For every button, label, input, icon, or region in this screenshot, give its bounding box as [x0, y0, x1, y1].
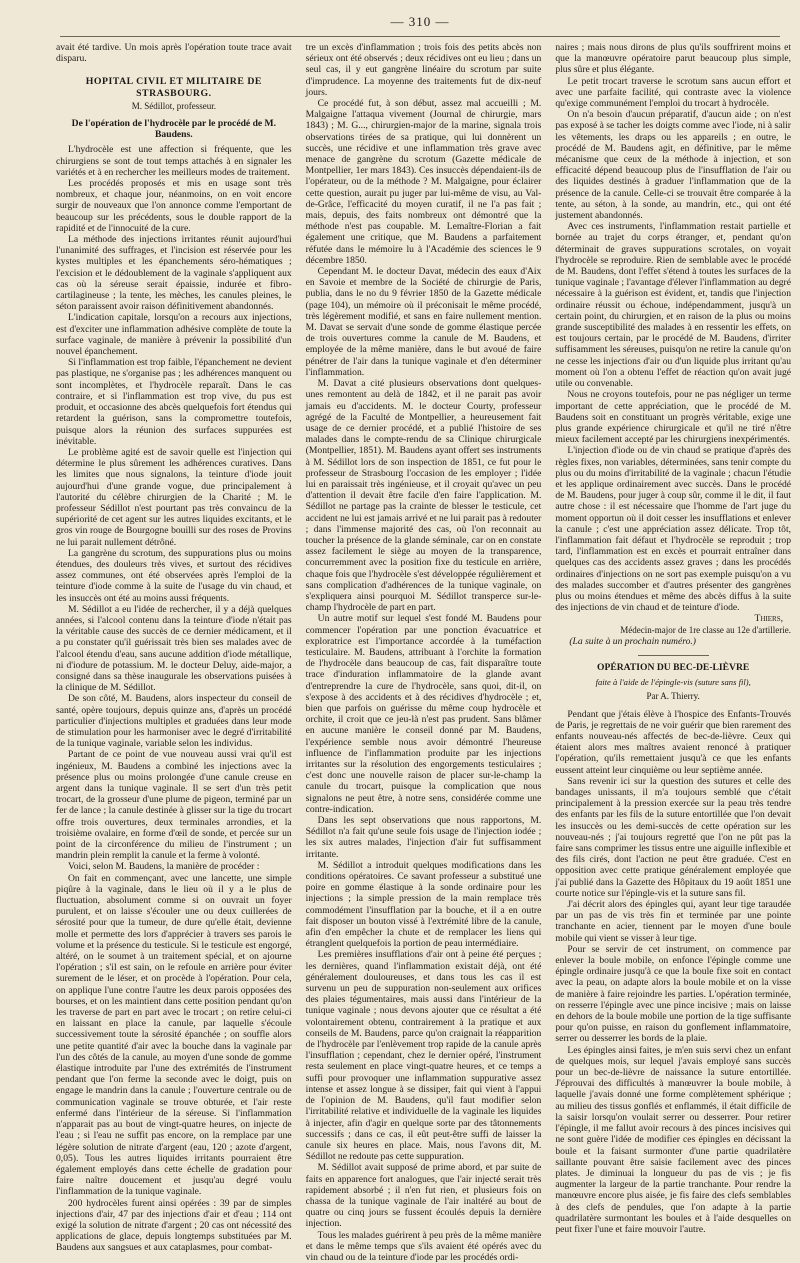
paragraph: Un autre motif sur lequel s'est fondé M. Baudens pour commencer l'opération par une ponction évacuatrice et exploratrice est l'importance accordée à la tuméfaction testiculaire. M. Baudens, attribuant à l'orchite la formation de l'hydrocèle dans beaucoup de cas, fait disparaître toute trace d'induration inflammatoire de la glande avant d'entreprendre la cure de l'hydrocèle, sans quoi, dit-il, on s'expose à des accidents et à des récidives d'hydrocèle ; et, bien que parfois on guérisse du même coup hydrocèle et orchite, il croit que ce jeu-là n'est pas prudent. Sans blâmer en aucune manière le conseil donné par M. Baudens, l'expérience semble nous avoir démontré l'heureuse influence de l'inflammation produite par les injections irritantes sur la résolution des engorgements testiculaires ; c'est donc une nouvelle raison de placer sur-le-champ la canule du trocart, puisque la complication que nous signalons ne peut être, à notre sens, considérée comme une contre-indication.: [305, 613, 542, 815]
paragraph: tre un excès d'inflammation ; trois fois des petits abcès non sérieux ont été observés ; deux récidives ont eu lieu ; dans un seul cas, il y eut gangrène linéaire du scrotum par suite d'imprudence. La moyenne des traitements fut de dix-neuf jours.: [305, 42, 542, 98]
section-title: HOPITAL CIVIL ET MILITAIRE DE STRASBOURG.: [85, 76, 262, 99]
section-author: M. Sédillot, professeur.: [131, 100, 216, 111]
middle-column: [305, 42, 542, 1263]
columns: [56, 42, 792, 1263]
paragraph: Ce procédé fut, à son début, assez mal accueilli ; M. Malgaigne l'attaqua vivement (Journal de chirurgie, mars 1843) ; M. G..., chirurgien-major de la marine, signala trois observations tirées de sa pratique, qui lui donnèrent un succès, une récidive et une inflammation très grave avec menace de gangrène du scrotum (Gazette médicale de Montpellier, 1er mars 1843). Ces insuccès dépendaient-ils de l'opérateur, ou de la méthode ? M. Malgaigne, pour éclairer cette question, aurait pu juger par lui-même de visu, au Val-de-Grâce, l'efficacité du moyen curatif, il ne l'a pas fait ; mais, depuis, des faits nombreux ont démontré que la méthode n'est pas coupable. M. Lemaître-Florian a fait également une critique, que M. Baudens a parfaitement réfutée dans le mémoire lu à l'Académie des sciences le 9 décembre 1850.: [305, 98, 542, 266]
paragraph: Voici, selon M. Baudens, la manière de procéder :: [68, 861, 260, 873]
paragraph: Avec ces instruments, l'inflammation restait partielle et bornée au trajet du corps étranger, et, pendant qu'on déterminait de graves suppurations scrotales, on voyait l'hydrocèle se reproduire. Rien de semblable avec le procédé de M. Baudens, dont l'effet s'étend à toutes les surfaces de la tunique vaginale ; l'avantage d'élever l'inflammation au degré nécessaire à la guérison est évident, et, tandis que l'injection ordinaire réussit ou échoue, indépendamment, jusqu'à un certain point, du chirurgien, et en raison de la plus ou moins grande susceptibilité des malades à en ressentir les effets, on est toujours certain, par le procédé de M. Baudens, d'irriter suffisamment les séreuses, puisqu'on ne retire la canule qu'on ne cesse les injections d'air ou d'un liquide plus irritant qu'au moment où l'on a obtenu l'effet de réaction qu'on avait jugé utile ou convenable.: [555, 221, 792, 390]
paragraph: Dans les sept observations que nous rapportons, M. Sédillot n'a fait qu'une seule fois usage de l'injection iodée ; les six autres malades, l'injection d'air fut suffisamment irritante.: [305, 815, 542, 860]
paragraph: Tous les malades guérirent à peu près de la même manière et dans le même temps que s'ils avaient été opérés avec du vin chaud ou de la teinture d'iode par les procédés ordi-: [305, 1229, 542, 1263]
paragraph: M. Sédillot a introduit quelques modifications dans les conditions opératoires. Ce savant professeur a substitué une poire en gomme élastique à la sonde ordinaire pour les injections ; la simple pression de la main remplace très commodément l'insufflation par la bouche, et il a en outre fait disposer un bouton vissé à l'extrémité libre de la canule, afin d'en empêcher la chute et de remplacer les liens qui étranglent quelquefois la portion de peau intermédiaire.: [305, 859, 542, 950]
second-article-title: OPÉRATION DU BEC-DE-LIÈVRE: [597, 661, 750, 673]
paragraph: L'injection d'iode ou de vin chaud se pratique d'après des règles fixes, non variables, déterminées, sans tenir compte du plus ou du moins d'irritabilité de la vaginale ; chacun l'étudie et les applique ordinairement avec succès. Dans le procédé de M. Baudens, pour juger à coup sûr, comme il le dit, il faut autre chose : il est nécessaire que l'homme de l'art juge du moment opportun où il doit cesser les insufflations et enlever la canule ; c'est une appréciation assez délicate. Trop tôt, l'inflammation fait défaut et l'hydrocèle se reproduit ; trop tard, l'inflammation est en excès et pourrait entraîner dans quelques cas des accidents assez graves ; dans les procédés ordinaires d'injections on ne sort pas exemple puisqu'on a vu des malades succomber et d'autres présenter des gangrènes plus ou moins étendues et même des abcès diffus à la suite des injections de vin chaud et de teinture d'iode.: [555, 445, 792, 614]
divider: [638, 655, 709, 656]
paragraph: Le problème agité est de savoir quelle est l'injection qui détermine le plus sûrement les adhérences curatives. Dans les limites que nous signalons, la teinture d'iode jouit aujourd'hui d'une grande vogue, due principalement à l'autorité du célèbre chirurgien de la Charité ; M. le professeur Sédillot n'est pourtant pas très convaincu de la supériorité de cet agent sur les autres liquides excitants, et le gros vin rouge de Bourgogne bouilli sur des roses de Provins ne lui parait nullement détrôné.: [56, 446, 292, 548]
paragraph: De son côté, M. Baudens, alors inspecteur du conseil de santé, opère toujours, depuis quinze ans, d'après un procédé particulier d'injections multiples et graduées dans leur mode de stimulation pour les harmoniser avec le degré d'irritabilité de la tunique vaginale, variable selon les individus.: [56, 693, 292, 750]
paragraph: Si l'inflammation est trop faible, l'épanchement ne devient pas plastique, ne s'organise pas ; les adhérences manquent ou sont incomplètes, et l'hydrocèle reparaît. Dans le cas contraire, et si l'inflammation est trop vive, du pus est produit, et occasionne des abcès quelquefois fort étendus qui retardent la guérison, sans la compromettre toutefois, puisque alors la réunion des surfaces suppurées est inévitable.: [56, 357, 292, 447]
paragraph: Sans revenir ici sur la question des sutures et celle des bandages unissants, il m'a toujours semblé que c'était principalement à la pression exercée sur la peau très tendre des enfants par les fils de la suture entortillée que l'on devait les insuccès ou les demi-succès de cette opération sur les nouveau-nés ; j'ai toujours regretté que l'on ne pût pas la faire sans comprimer les tissus entre une aiguille inflexible et des fils cirés, dont l'action ne peut être graduée. C'est en opposition avec cette pratique généralement employée que j'ai publié dans la Gazette des Hôpitaux du 19 août 1851 une courte notice sur l'épingle-vis et la suture sans fil.: [555, 775, 792, 899]
paragraph: M. Sédillot a eu l'idée de rechercher, il y a déjà quelques années, si l'alcool contenu dans la teinture d'iode n'était pas la véritable cause des succès de ce dernier médicament, et il a pu constater qu'il guérissait très bien ses malades avec de l'alcool étendu d'eau, sans aucune addition d'iode métallique, ni d'iodure de potassium. M. le docteur Deluy, aide-major, a consigné dans sa thèse inaugurale les observations puisées à la clinique de M. Sédillot.: [56, 603, 292, 694]
continued-note: (La suite à un prochain numéro.): [569, 635, 697, 647]
article-title: De l'opération de l'hydrocèle par le procédé de M. Baudens.: [71, 118, 277, 141]
paragraph: Le petit trocart traverse le scrotum sans aucun effort et avec une parfaite facilité, qui contraste avec la violence qu'exige communément l'emploi du trocart à hydrocèle.: [555, 75, 792, 110]
signature-name: Thiers,: [754, 613, 784, 625]
signature-title: Médecin-major de 1re classe au 12e d'artillerie.: [620, 624, 792, 635]
paragraph: On n'a besoin d'aucun préparatif, d'aucun aide ; on n'est pas exposé à se tacher les doigts comme avec l'iode, ni à salir les vêtements, les draps ou les appareils ; en outre, le procédé de M. Baudens agit, en définitive, par le même mécanisme que ceux de la méthode à injection, et son efficacité dépend beaucoup plus de l'insufflation de l'air ou des liquides destinés à graduer l'inflammation que de la présence de la canule. Celle-ci se trouvait être comparée à la tente, au séton, à la sonde, au mandrin, etc., qui ont été justement abandonnés.: [555, 109, 792, 222]
paragraph: Les procédés proposés et mis en usage sont très nombreux, et chaque jour, néanmoins, on en voit encore surgir de nouveaux que l'on annonce comme l'emportant de beaucoup sur les précédents, sous le double rapport de la rapidité et de l'innocuité de la cure.: [56, 178, 292, 234]
paragraph: naires ; mais nous dirons de plus qu'ils souffrirent moins et que la manœuvre opératoire parut beaucoup plus simple, plus sûre et plus élégante.: [555, 42, 792, 76]
paragraph: M. Davat a cité plusieurs observations dont quelques-unes remontent au delà de 1842, et il ne parait pas avoir jamais eu d'accidents. M. le docteur Courty, professeur agrégé de la Faculté de Montpellier, a heureusement fait usage de ce dernier procédé, et a publié l'histoire de ses malades dans le compte-rendu de sa Clinique chirurgicale (Montpellier, 1851). M. Baudens ayant offert ses instruments à M. Sédillot lors de son inspection de 1851, ce fut pour le professeur de Strasbourg l'occasion de les employer ; l'idée lui en paraissait très ingénieuse, et il croyait qu'avec un peu d'attention il devait être facile d'en faire l'application. M. Sédillot ne partage pas la crainte de blesser le testicule, cet accident ne lui est jamais arrivé et ne lui parait pas à redouter ; dans l'immense majorité des cas, où l'on reconnait au toucher la présence de la glande séminale, car on en constate assez facilement le siège au moyen de la transparence, concurremment avec la position fixe du testicule en arrière, chaque fois que l'hydrocèle s'est développée régulièrement et sans complication d'adhérences de la tunique vaginale, on s'expliquera ainsi pourquoi M. Sédillot transperce sur-le-champ l'hydrocèle de part en part.: [305, 378, 542, 614]
paragraph: Nous ne croyons toutefois, pour ne pas négliger un terme important de cette appréciation, que le procédé de M. Baudens soit en constituant un progrès véritable, exige une plus grande expérience chirurgicale et qu'il ne tiré n'être mieux facilement accepté par les chirurgiens inexpérimentés.: [555, 389, 792, 446]
paragraph: Pour se servir de cet instrument, on commence par enlever la boule mobile, on enfonce l'épingle comme une épingle ordinaire jusqu'à ce que la boule fixe soit en contact avec la peau, on adapte alors la boule mobile et on la visse de manière à faire rejoindre les parties. L'opération terminée, on resserre l'épingle avec une pince incisive ; mais on laisse en dehors de la boule mobile une portion de la tige suffisante pour qu'on puisse, en raison du gonflement inflammatoire, serrer ou desserrer les bords de la plaie.: [555, 943, 792, 1045]
paragraph: 200 hydrocèles furent ainsi opérées : 39 par de simples injections d'air, 47 par des injections d'air et d'eau ; 114 ont exigé la solution de nitrate d'argent ; 20 cas ont nécessité des applications de glace, depuis longtemps substituées par M. Baudens aux sangsues et aux cataplasmes, pour combat-: [56, 1197, 292, 1254]
paragraph: M. Sédillot avait supposé de prime abord, et par suite de faits en apparence fort analogues, que l'air injecté serait très rapidement absorbé ; il n'en fut rien, et plusieurs fois on chassa de la tunique vaginale de l'air inaltéré au bout de quatre ou cinq jours se fussent écoulés depuis la dernière injection.: [305, 1162, 542, 1230]
paragraph: Les premières insufflations d'air ont à peine été perçues ; les dernières, quand l'inflammation existait déjà, ont été généralement douloureuses, et dans tous les cas il est survenu un peu de suppuration non-seulement aux orifices des plaies tégumentaires, mais aussi dans l'intérieur de la tunique vaginale ; nous devons ajouter que ce résultat a été volontairement obtenu, contrairement à la pratique et aux conseils de M. Baudens, parce qu'on craignait la réapparition de l'hydrocèle par l'enlèvement trop rapide de la canule après l'insufflation ; cependant, chez le dernier opéré, l'instrument resta seulement en place vingt-quatre heures, et ce temps a suffi pour provoquer une inflammation suppurative assez intense et assez longue à se dissiper, fait qui vient à l'appui de l'opinion de M. Baudens, qu'il faut modifier selon l'irritabilité relative et individuelle de la vaginale les liquides à injecter, afin d'agir en quelque sorte par des tâtonnements successifs ; dans ce cas, il eût peut-être suffi de laisser la canule six heures en place. Mais, nous l'avons dit, M. Sédillot ne redoute pas cette suppuration.: [305, 949, 542, 1163]
paragraph: La gangrène du scrotum, des suppurations plus ou moins étendues, des douleurs très vives, et surtout des récidives assez communes, ont été observées après l'emploi de la teinture d'iode comme à la suite de l'usage du vin chaud, et les insuccès ont été au moins aussi fréquents.: [56, 547, 292, 604]
paragraph: Partant de ce point de vue nouveau aussi vrai qu'il est ingénieux, M. Baudens a combiné les injections avec la présence plus ou moins prolongée d'une canule creuse en argent dans la tunique vaginale. Il se sert d'un très petit trocart, de la grosseur d'une plume de pigeon, terminé par un fer de lance ; la canule destinée à glisser sur la tige du trocart offre trois ouvertures, deux terminales arrondies, et la troisième ovalaire, en forme d'œil de sonde, et percée sur un point de la circonférence du milieu de l'instrument ; un mandrin plein remplit la canule et la ferme à volonté.: [56, 749, 292, 862]
second-article-author: Par A. Thierry.: [646, 691, 700, 702]
paragraph: On fait en commençant, avec une lancette, une simple piqûre à la vaginale, dans le lieu où il y a le plus de fluctuation, absolument comme si on ouvrait un foyer purulent, et on laisse s'écouler une ou deux cuillerées de sérosité pour que la tumeur, de dure qu'elle était, devienne molle et permette des lors d'apprécier à travers ses parois le volume et la présence du testicule. Si le testicule est engorgé, altéré, on le soumet à un traitement spécial, et on ajourne l'opération ; s'il est sain, on le refoule en arrière pour éviter surement de le léser, et on procède à l'opération. Pour cela, on applique l'une contre l'autre les deux parois opposées des bourses, et on les maintient dans cette position pendant qu'on les traverse de part en part avec le trocart ; on retire celui-ci en laissant en place la canule, par laquelle s'écoule successivement toute la sérosité épanchée ; on souffle alors une petite quantité d'air avec la bouche dans la vaginale par l'un des côtés de la canule, au moyen d'une sonde de gomme élastique introduite par l'une des extrémités de l'instrument pendant que l'on ferme la seconde avec le doigt, puis on engage le mandrin dans la canule ; l'ouverture centrale ou de communication vaginale se trouve obturée, et l'air reste enfermé dans l'intérieur de la séreuse. Si l'inflammation n'apparait pas au bout de vingt-quatre heures, on injecte de l'eau ; si l'eau ne suffit pas encore, on la remplace par une légère solution de nitrate d'argent (eau, 120 ; azote d'argent, 0,05). Tous les autres liquides irritants pourraient être également employés dans cette échelle de gradation pour faire naître doucement et jusqu'au degré voulu l'inflammation de la tunique vaginale.: [56, 872, 292, 1198]
page-number: — 310 —: [390, 14, 450, 29]
second-article-subtitle: faite à l'aide de l'épingle-vis (suture sans fil),: [595, 677, 751, 688]
left-column: [56, 42, 292, 1254]
page-header: [60, 10, 780, 37]
right-column: [555, 42, 792, 1235]
paragraph: Les épingles ainsi faites, je m'en suis servi chez un enfant de quelques mois, sur lequel j'avais employé sans succès pour un bec-de-lièvre de naissance la suture entortillée. J'éprouvai des difficultés à manœuvrer la boule mobile, à laquelle j'avais donné une forme complètement sphérique ; au milieu des tissus gonflés et enflammés, il était difficile de la saisir lorsqu'on voulait serrer ou desserrer. Pour retirer l'épingle, il me fallut avoir recours à des pinces incisives qui ne sont guère l'idée de modifier ces épingles en décissant la boule et la faisant surmonter d'une partie quadrilatère saillante pouvant être saisie facilement avec des pinces plates. Je diminuai la longueur du pas de vis ; je fis augmenter la largeur de la partie tranchante. Pour rendre la manœuvre encore plus aisée, je fis faire des clefs semblables à des clefs de pendules, que l'on adapte à la partie quadrilatère surmontant les boules et à l'aide desquelles on peut fixer l'une et faire mouvoir l'autre.: [555, 1044, 792, 1235]
paragraph: L'indication capitale, lorsqu'on a recours aux injections, est d'exciter une inflammation adhésive complète de toute la surface vaginale, de manière à prévenir la possibilité d'un nouvel épanchement.: [56, 312, 292, 358]
paragraph: La méthode des injections irritantes réunit aujourd'hui l'unanimité des suffrages, et l'incision est réservée pour les kystes multiples et les épanchements séro-hématiques ; l'excision et le dédoublement de la vaginale s'appliquent aux cas où la séreuse serait épaissie, indurée et fibro-cartilagineuse ; la tente, les mèches, les canules pleines, le séton paraissent avoir raison définitivement abandonnés.: [56, 234, 292, 313]
intro-text: avait été tardive. Un mois après l'opération toute trace avait disparu.: [56, 42, 292, 65]
paragraph: L'hydrocèle est une affection si fréquente, que les chirurgiens se sont de tout temps attachés à en signaler les variétés et à en rechercher les meilleurs modes de traitement.: [56, 144, 292, 178]
paragraph: Pendant que j'étais élève à l'hospice des Enfants-Trouvés de Paris, je regrettais de ne voir guérir que bien rarement des enfants nouveau-nés affectés de bec-de-lièvre. Ceux qui étaient alors mes maîtres avaient renoncé à pratiquer l'opération, qu'ils remettaient jusqu'à ce que les enfants eussent atteint leur cinquième ou leur septième année.: [555, 708, 792, 776]
paragraph: Cependant M. le docteur Davat, médecin des eaux d'Aix en Savoie et membre de la Société de chirurgie de Paris, publia, dans le no du 9 février 1850 de la Gazette médicale (page 104), un mémoire où il préconisait le même procédé, très légèrement modifié, et sans en faire nullement mention. M. Davat se servait d'une sonde de gomme élastique percée de trois ouvertures comme la canule de M. Baudens, et employée de la même manière, dans le but avoué de faire pénétrer de l'air dans la tunique vaginale et d'en déterminer l'inflammation.: [305, 266, 542, 378]
paragraph: J'ai décrit alors des épingles qui, ayant leur tige taraudée par un pas de vis très fin et terminée par une pointe tranchante en acier, tiennent par le moyen d'une boule mobile qui vient se visser à leur tige.: [555, 899, 792, 944]
